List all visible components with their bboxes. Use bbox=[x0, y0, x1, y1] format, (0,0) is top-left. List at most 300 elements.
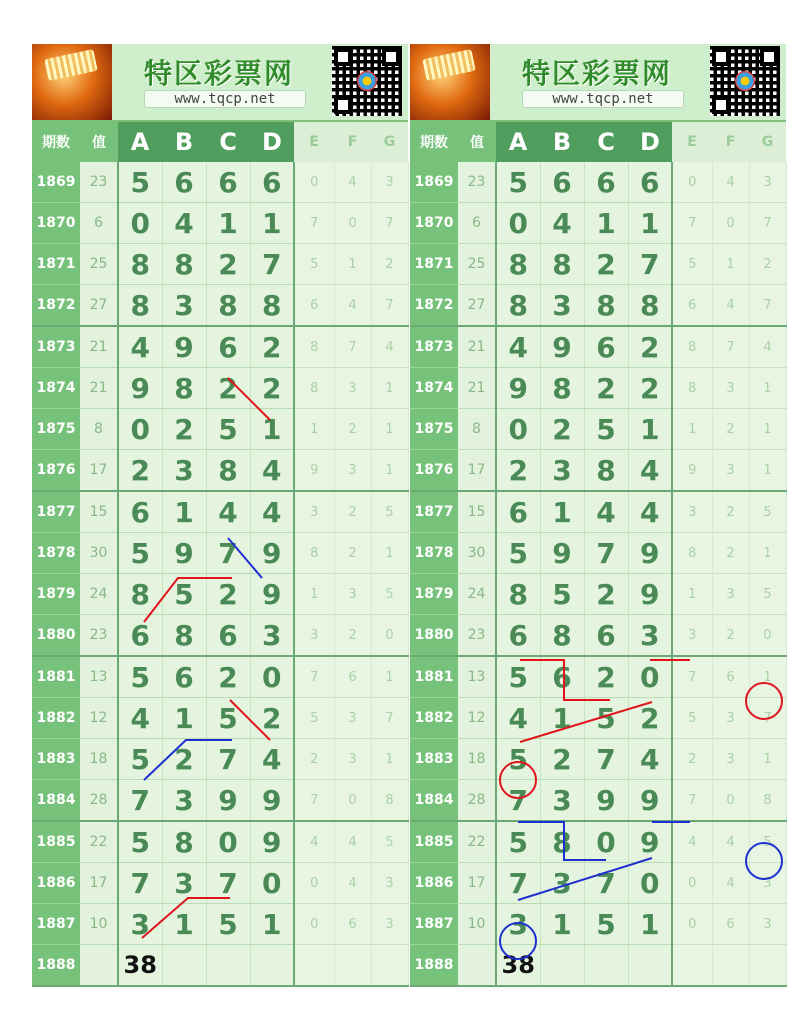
header-col-g: G bbox=[749, 122, 786, 162]
digit-cell-c: 5 bbox=[206, 409, 250, 450]
minor-cell-f: 2 bbox=[334, 533, 371, 574]
period-cell: 1880 bbox=[32, 615, 80, 657]
table-row bbox=[32, 863, 408, 904]
digit-cell-d: 2 bbox=[250, 368, 294, 409]
sum-cell: 25 bbox=[80, 244, 118, 285]
period-cell: 1874 bbox=[410, 368, 458, 409]
table-row bbox=[410, 368, 786, 409]
digit-cell-b: 8 bbox=[540, 615, 584, 657]
digit-cell-b: 8 bbox=[540, 244, 584, 285]
sum-cell: 13 bbox=[458, 656, 496, 698]
minor-cell-g: 5 bbox=[371, 821, 408, 863]
minor-cell-e: 0 bbox=[672, 162, 712, 203]
qr-code-icon bbox=[332, 46, 402, 116]
digit-cell-c: 7 bbox=[206, 739, 250, 780]
table-row bbox=[410, 244, 786, 285]
digit-cell-a: 6 bbox=[496, 615, 540, 657]
digit-cell-c: 9 bbox=[584, 780, 628, 822]
minor-cell-e: 9 bbox=[672, 450, 712, 492]
digit-cell-d bbox=[250, 945, 294, 987]
minor-cell-g: 2 bbox=[749, 244, 786, 285]
digit-cell-c: 7 bbox=[206, 533, 250, 574]
chart-panel-right bbox=[410, 44, 786, 987]
minor-cell-g: 0 bbox=[749, 615, 786, 657]
digit-cell-d: 7 bbox=[628, 244, 672, 285]
minor-cell-f bbox=[712, 945, 749, 987]
sum-cell: 17 bbox=[80, 450, 118, 492]
table-row bbox=[410, 698, 786, 739]
header-col-b: B bbox=[540, 122, 584, 162]
period-cell: 1882 bbox=[32, 698, 80, 739]
minor-cell-e: 7 bbox=[672, 203, 712, 244]
table-row bbox=[32, 739, 408, 780]
digit-cell-a: 5 bbox=[496, 821, 540, 863]
qr-corner bbox=[334, 48, 352, 66]
site-name: 特区彩票网 bbox=[521, 57, 672, 90]
header-period: 期数 bbox=[410, 122, 458, 162]
table-row bbox=[32, 244, 408, 285]
minor-cell-f: 4 bbox=[712, 285, 749, 327]
digit-cell-a: 5 bbox=[496, 162, 540, 203]
sum-cell bbox=[458, 945, 496, 987]
sum-cell: 24 bbox=[458, 574, 496, 615]
digit-cell-d: 0 bbox=[628, 656, 672, 698]
minor-cell-g: 8 bbox=[749, 780, 786, 822]
minor-cell-f: 3 bbox=[334, 739, 371, 780]
digit-cell-d: 3 bbox=[250, 615, 294, 657]
minor-cell-g: 8 bbox=[371, 780, 408, 822]
header-col-e: E bbox=[672, 122, 712, 162]
header-col-f: F bbox=[712, 122, 749, 162]
digit-cell-b: 1 bbox=[162, 491, 206, 533]
digit-cell-b: 3 bbox=[540, 450, 584, 492]
minor-cell-g: 1 bbox=[749, 656, 786, 698]
digit-cell-b: 1 bbox=[162, 904, 206, 945]
period-cell: 1884 bbox=[410, 780, 458, 822]
digit-cell-c: 6 bbox=[584, 326, 628, 368]
table-row bbox=[410, 656, 786, 698]
minor-cell-f: 1 bbox=[334, 244, 371, 285]
site-url: www.tqcp.net bbox=[144, 90, 306, 108]
sum-cell: 21 bbox=[80, 368, 118, 409]
sum-cell: 28 bbox=[80, 780, 118, 822]
digit-cell-d: 4 bbox=[628, 739, 672, 780]
digit-cell-d: 9 bbox=[250, 533, 294, 574]
minor-cell-f: 2 bbox=[712, 533, 749, 574]
minor-cell-g: 3 bbox=[371, 904, 408, 945]
digit-cell-b bbox=[540, 945, 584, 987]
digit-cell-c: 7 bbox=[584, 739, 628, 780]
digit-cell-c: 2 bbox=[206, 656, 250, 698]
minor-cell-e: 5 bbox=[294, 698, 334, 739]
minor-cell-f: 7 bbox=[334, 326, 371, 368]
minor-cell-g: 3 bbox=[749, 863, 786, 904]
digit-cell-b: 3 bbox=[162, 450, 206, 492]
minor-cell-e: 4 bbox=[672, 821, 712, 863]
digit-cell-b: 4 bbox=[540, 203, 584, 244]
table-row bbox=[32, 368, 408, 409]
digit-cell-c: 2 bbox=[584, 368, 628, 409]
period-cell: 1873 bbox=[32, 326, 80, 368]
minor-cell-g: 1 bbox=[371, 409, 408, 450]
digit-cell-c: 5 bbox=[584, 409, 628, 450]
digit-cell-a: 8 bbox=[118, 574, 162, 615]
qr-corner bbox=[760, 48, 778, 66]
digit-cell-a: 5 bbox=[118, 162, 162, 203]
digit-cell-a: 5 bbox=[118, 533, 162, 574]
digit-cell-a: 8 bbox=[118, 244, 162, 285]
sum-cell: 15 bbox=[80, 491, 118, 533]
digit-cell-b: 3 bbox=[162, 780, 206, 822]
period-cell: 1877 bbox=[32, 491, 80, 533]
digit-cell-d: 1 bbox=[250, 409, 294, 450]
table-row bbox=[410, 533, 786, 574]
minor-cell-f: 2 bbox=[334, 615, 371, 657]
table-row bbox=[32, 821, 408, 863]
minor-cell-e: 8 bbox=[672, 368, 712, 409]
minor-cell-g: 3 bbox=[749, 904, 786, 945]
table-row bbox=[32, 450, 408, 492]
minor-cell-f: 4 bbox=[712, 863, 749, 904]
sum-cell: 23 bbox=[458, 615, 496, 657]
digit-cell-c bbox=[206, 945, 250, 987]
minor-cell-g: 7 bbox=[371, 698, 408, 739]
table-row bbox=[32, 698, 408, 739]
minor-cell-f: 3 bbox=[334, 698, 371, 739]
minor-cell-g: 2 bbox=[371, 244, 408, 285]
minor-cell-f: 0 bbox=[334, 203, 371, 244]
header-col-a: A bbox=[118, 122, 162, 162]
minor-cell-f: 3 bbox=[334, 450, 371, 492]
table-row bbox=[32, 409, 408, 450]
period-cell: 1870 bbox=[32, 203, 80, 244]
minor-cell-g: 1 bbox=[749, 533, 786, 574]
digit-cell-c: 5 bbox=[584, 904, 628, 945]
table-row bbox=[410, 450, 786, 492]
digit-cell-a: 8 bbox=[118, 285, 162, 327]
minor-cell-f: 4 bbox=[334, 863, 371, 904]
sum-cell bbox=[80, 945, 118, 987]
sum-cell: 17 bbox=[458, 863, 496, 904]
sum-cell: 8 bbox=[80, 409, 118, 450]
digit-cell-d: 1 bbox=[628, 904, 672, 945]
sum-cell: 12 bbox=[458, 698, 496, 739]
minor-cell-g: 4 bbox=[371, 326, 408, 368]
digit-cell-a: 5 bbox=[496, 533, 540, 574]
minor-cell-e: 0 bbox=[672, 863, 712, 904]
digit-cell-c: 6 bbox=[206, 162, 250, 203]
digit-cell-a: 2 bbox=[118, 450, 162, 492]
period-cell: 1882 bbox=[410, 698, 458, 739]
digit-cell-c: 0 bbox=[584, 821, 628, 863]
digit-cell-d: 4 bbox=[250, 450, 294, 492]
site-name: 特区彩票网 bbox=[143, 57, 294, 90]
table-row bbox=[32, 574, 408, 615]
minor-cell-e: 7 bbox=[294, 656, 334, 698]
minor-cell-g: 1 bbox=[749, 409, 786, 450]
minor-cell-e: 3 bbox=[294, 491, 334, 533]
minor-cell-e: 0 bbox=[672, 904, 712, 945]
header-col-f: F bbox=[334, 122, 371, 162]
minor-cell-e bbox=[294, 945, 334, 987]
period-cell: 1875 bbox=[32, 409, 80, 450]
table-row bbox=[410, 863, 786, 904]
table-row bbox=[410, 739, 786, 780]
digit-cell-d: 6 bbox=[250, 162, 294, 203]
digit-cell-d: 2 bbox=[250, 698, 294, 739]
digit-cell-a: 7 bbox=[118, 863, 162, 904]
minor-cell-e: 1 bbox=[294, 574, 334, 615]
minor-cell-e: 8 bbox=[672, 326, 712, 368]
digit-cell-d: 4 bbox=[628, 491, 672, 533]
digit-cell-b: 8 bbox=[162, 821, 206, 863]
sum-cell: 12 bbox=[80, 698, 118, 739]
minor-cell-f: 0 bbox=[712, 780, 749, 822]
qr-center-logo bbox=[735, 71, 755, 91]
digit-cell-a: 9 bbox=[118, 368, 162, 409]
digit-cell-c: 1 bbox=[584, 203, 628, 244]
minor-cell-f: 7 bbox=[712, 326, 749, 368]
period-cell: 1888 bbox=[410, 945, 458, 987]
period-cell: 1872 bbox=[410, 285, 458, 327]
minor-cell-e: 1 bbox=[672, 574, 712, 615]
period-cell: 1881 bbox=[32, 656, 80, 698]
digit-cell-c: 5 bbox=[584, 698, 628, 739]
digit-cell-a: 5 bbox=[496, 739, 540, 780]
trend-table bbox=[32, 122, 409, 987]
digit-cell-c: 8 bbox=[584, 450, 628, 492]
header-period: 期数 bbox=[32, 122, 80, 162]
sum-cell: 30 bbox=[80, 533, 118, 574]
digit-cell-d bbox=[628, 945, 672, 987]
digit-cell-d: 7 bbox=[250, 244, 294, 285]
period-cell: 1886 bbox=[410, 863, 458, 904]
period-cell: 1874 bbox=[32, 368, 80, 409]
digit-cell-b: 6 bbox=[162, 656, 206, 698]
period-cell: 1871 bbox=[410, 244, 458, 285]
header-col-c: C bbox=[206, 122, 250, 162]
chart-panel-left bbox=[32, 44, 408, 987]
digit-cell-a: 7 bbox=[118, 780, 162, 822]
period-cell: 1873 bbox=[410, 326, 458, 368]
digit-cell-d: 3 bbox=[628, 615, 672, 657]
digit-cell-d: 0 bbox=[250, 656, 294, 698]
digit-cell-c: 4 bbox=[584, 491, 628, 533]
minor-cell-g: 7 bbox=[371, 203, 408, 244]
table-row bbox=[32, 904, 408, 945]
digit-cell-d: 9 bbox=[250, 780, 294, 822]
period-cell: 1885 bbox=[410, 821, 458, 863]
period-cell: 1879 bbox=[32, 574, 80, 615]
digit-cell-a: 7 bbox=[496, 863, 540, 904]
table-row bbox=[410, 574, 786, 615]
minor-cell-g: 7 bbox=[749, 285, 786, 327]
header-col-d: D bbox=[628, 122, 672, 162]
trend-table bbox=[410, 122, 787, 987]
minor-cell-f: 0 bbox=[334, 780, 371, 822]
minor-cell-e: 3 bbox=[672, 615, 712, 657]
minor-cell-f: 4 bbox=[712, 821, 749, 863]
table-row bbox=[410, 409, 786, 450]
digit-cell-a: 6 bbox=[118, 615, 162, 657]
period-cell: 1878 bbox=[410, 533, 458, 574]
minor-cell-e: 2 bbox=[294, 739, 334, 780]
digit-cell-b: 3 bbox=[540, 863, 584, 904]
period-cell: 1880 bbox=[410, 615, 458, 657]
minor-cell-e: 5 bbox=[672, 698, 712, 739]
table-row bbox=[32, 615, 408, 657]
logo-image bbox=[32, 44, 112, 120]
table-row bbox=[410, 491, 786, 533]
header-col-d: D bbox=[250, 122, 294, 162]
sum-cell: 13 bbox=[80, 656, 118, 698]
table-row bbox=[410, 162, 786, 203]
period-cell: 1875 bbox=[410, 409, 458, 450]
table-row bbox=[32, 780, 408, 822]
forecast-note: 38 bbox=[118, 945, 162, 987]
table-row bbox=[32, 162, 408, 203]
table-row bbox=[32, 326, 408, 368]
digit-cell-c: 1 bbox=[206, 203, 250, 244]
digit-cell-d: 2 bbox=[250, 326, 294, 368]
digit-cell-b: 1 bbox=[540, 698, 584, 739]
digit-cell-c: 6 bbox=[584, 615, 628, 657]
digit-cell-c: 5 bbox=[206, 698, 250, 739]
site-banner bbox=[32, 44, 408, 122]
minor-cell-e: 0 bbox=[294, 162, 334, 203]
sum-cell: 10 bbox=[458, 904, 496, 945]
digit-cell-c: 6 bbox=[584, 162, 628, 203]
minor-cell-g: 1 bbox=[749, 368, 786, 409]
table-row bbox=[410, 945, 786, 987]
digit-cell-c: 7 bbox=[584, 863, 628, 904]
sum-cell: 17 bbox=[458, 450, 496, 492]
digit-cell-d: 9 bbox=[250, 821, 294, 863]
digit-cell-a: 5 bbox=[118, 739, 162, 780]
minor-cell-e: 0 bbox=[294, 863, 334, 904]
minor-cell-f: 4 bbox=[712, 162, 749, 203]
minor-cell-g bbox=[749, 945, 786, 987]
minor-cell-g: 5 bbox=[749, 491, 786, 533]
minor-cell-g: 5 bbox=[749, 574, 786, 615]
qr-corner bbox=[712, 48, 730, 66]
minor-cell-e: 5 bbox=[294, 244, 334, 285]
digit-cell-d: 9 bbox=[628, 533, 672, 574]
digit-cell-a: 8 bbox=[496, 574, 540, 615]
minor-cell-g: 7 bbox=[749, 203, 786, 244]
header-col-a: A bbox=[496, 122, 540, 162]
period-cell: 1885 bbox=[32, 821, 80, 863]
period-cell: 1887 bbox=[32, 904, 80, 945]
minor-cell-g: 4 bbox=[749, 326, 786, 368]
digit-cell-b: 2 bbox=[162, 409, 206, 450]
digit-cell-b: 3 bbox=[162, 863, 206, 904]
sum-cell: 27 bbox=[80, 285, 118, 327]
digit-cell-d: 6 bbox=[628, 162, 672, 203]
minor-cell-e: 2 bbox=[672, 739, 712, 780]
table-row bbox=[410, 615, 786, 657]
digit-cell-b: 2 bbox=[540, 409, 584, 450]
digit-cell-c: 8 bbox=[206, 450, 250, 492]
digit-cell-a: 5 bbox=[496, 656, 540, 698]
digit-cell-b: 6 bbox=[540, 656, 584, 698]
minor-cell-e: 0 bbox=[294, 904, 334, 945]
digit-cell-a: 0 bbox=[496, 409, 540, 450]
digit-cell-d: 9 bbox=[250, 574, 294, 615]
minor-cell-g: 7 bbox=[749, 698, 786, 739]
minor-cell-e: 8 bbox=[294, 368, 334, 409]
qr-corner bbox=[712, 96, 730, 114]
sum-cell: 25 bbox=[458, 244, 496, 285]
digit-cell-a: 4 bbox=[496, 326, 540, 368]
minor-cell-f: 2 bbox=[334, 491, 371, 533]
digit-cell-c: 7 bbox=[584, 533, 628, 574]
digit-cell-c: 0 bbox=[206, 821, 250, 863]
digit-cell-c: 2 bbox=[584, 574, 628, 615]
minor-cell-e: 7 bbox=[294, 203, 334, 244]
minor-cell-g: 3 bbox=[371, 162, 408, 203]
minor-cell-g: 1 bbox=[749, 739, 786, 780]
header-sum: 值 bbox=[458, 122, 496, 162]
digit-cell-d: 2 bbox=[628, 698, 672, 739]
period-cell: 1870 bbox=[410, 203, 458, 244]
header-col-e: E bbox=[294, 122, 334, 162]
sum-cell: 23 bbox=[80, 162, 118, 203]
minor-cell-g: 5 bbox=[371, 491, 408, 533]
table-row bbox=[410, 326, 786, 368]
digit-cell-a: 4 bbox=[118, 698, 162, 739]
table-row bbox=[32, 533, 408, 574]
sum-cell: 21 bbox=[458, 368, 496, 409]
minor-cell-e: 1 bbox=[672, 409, 712, 450]
minor-cell-f: 1 bbox=[712, 244, 749, 285]
digit-cell-b: 3 bbox=[162, 285, 206, 327]
sum-cell: 6 bbox=[80, 203, 118, 244]
period-cell: 1879 bbox=[410, 574, 458, 615]
sum-cell: 15 bbox=[458, 491, 496, 533]
digit-cell-d: 1 bbox=[628, 203, 672, 244]
digit-cell-d: 2 bbox=[628, 368, 672, 409]
digit-cell-b: 1 bbox=[162, 698, 206, 739]
minor-cell-e: 8 bbox=[294, 326, 334, 368]
digit-cell-d: 8 bbox=[250, 285, 294, 327]
minor-cell-g: 1 bbox=[371, 450, 408, 492]
period-cell: 1886 bbox=[32, 863, 80, 904]
sum-cell: 27 bbox=[458, 285, 496, 327]
forecast-note: 38 bbox=[496, 945, 540, 987]
digit-cell-a: 8 bbox=[496, 244, 540, 285]
digit-cell-c: 8 bbox=[584, 285, 628, 327]
minor-cell-e: 7 bbox=[672, 656, 712, 698]
sum-cell: 23 bbox=[80, 615, 118, 657]
minor-cell-e: 6 bbox=[294, 285, 334, 327]
minor-cell-g bbox=[371, 945, 408, 987]
minor-cell-f: 3 bbox=[334, 574, 371, 615]
minor-cell-g: 0 bbox=[371, 615, 408, 657]
digit-cell-b: 9 bbox=[540, 533, 584, 574]
minor-cell-g: 1 bbox=[371, 533, 408, 574]
sum-cell: 21 bbox=[458, 326, 496, 368]
table-row bbox=[410, 285, 786, 327]
minor-cell-e: 4 bbox=[294, 821, 334, 863]
digit-cell-d: 4 bbox=[250, 739, 294, 780]
digit-cell-d: 0 bbox=[250, 863, 294, 904]
sum-cell: 22 bbox=[80, 821, 118, 863]
digit-cell-c: 9 bbox=[206, 780, 250, 822]
minor-cell-f: 4 bbox=[334, 162, 371, 203]
digit-cell-d: 9 bbox=[628, 821, 672, 863]
minor-cell-g: 1 bbox=[371, 656, 408, 698]
